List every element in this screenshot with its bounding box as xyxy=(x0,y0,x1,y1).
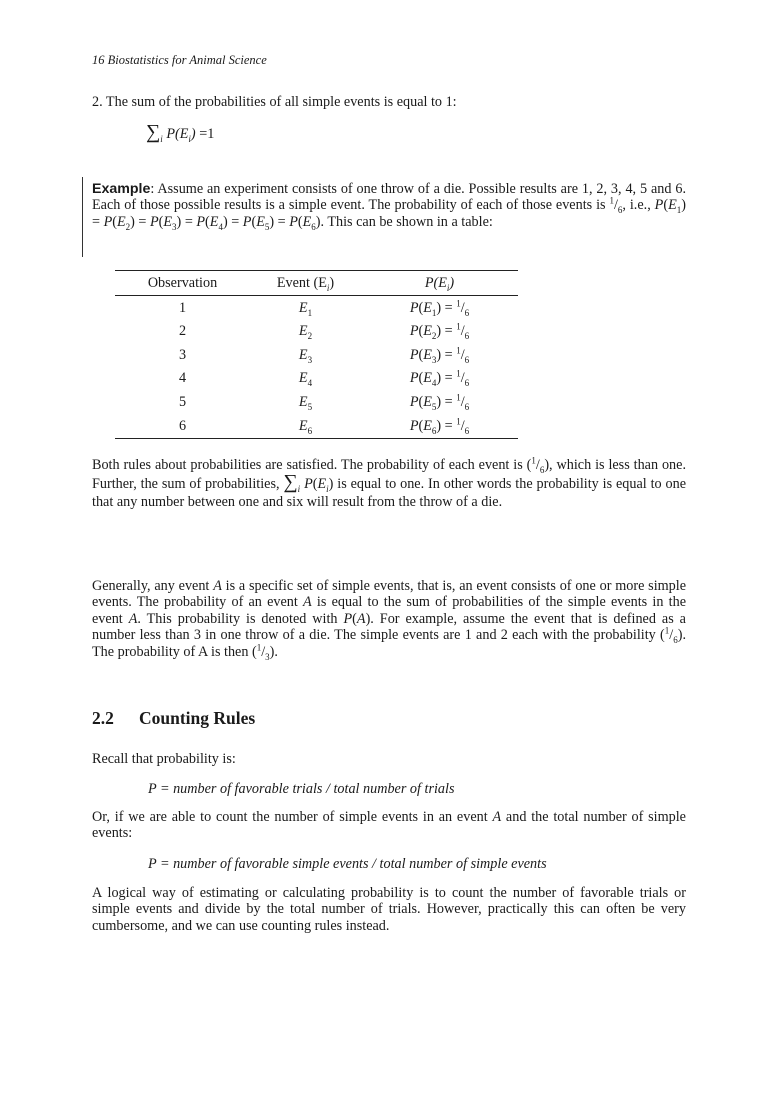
rules-satisfied-paragraph: Both rules about probabilities are satisfied. The probability of each event is $(^1/_6)$, which is less than one. Further, the sum of probabilities, $\sum_i$ $P(E_i)$ is equal to one. In other words the probability is equal to one that any number between one and six will result from the throw of a die. xyxy=(92,455,686,510)
table-row: 3 $E_3$ $P(E_3) = ^1/_6$ xyxy=(178,345,470,365)
or-paragraph: Or, if we are able to count the number of simple events in an event A and the total number of simple events: xyxy=(92,809,686,842)
running-header: 16 Biostatistics for Animal Science xyxy=(92,53,267,67)
section-number: 2.2 xyxy=(92,708,114,728)
section-heading xyxy=(92,710,255,726)
header-event: Event $(E_i)$ xyxy=(250,271,361,296)
table-row: 6 $E_6$ $P(E_6) = ^1/_6$ xyxy=(115,414,518,438)
table-row: 5 $E_5$ $P(E_5) = ^1/_6$ xyxy=(178,392,470,412)
formula-simple-events: P = number of favorable simple events / total number of simple events xyxy=(148,856,547,872)
table-row: 2 $E_2$ $P(E_2) = ^1/_6$ xyxy=(178,321,470,342)
probability-table xyxy=(115,270,518,439)
table-row: 1 $E_1$ $P(E_1) = ^1/_6$ xyxy=(178,297,470,318)
sum-formula: $\sum_i$ $P(E_i) =1$ xyxy=(146,121,215,144)
example-margin-bar xyxy=(82,177,83,257)
example-label: Example xyxy=(92,181,151,197)
counting-paragraph: A logical way of estimating or calculating probability is to count the number of favorable trials or simple events and divide by the total number of trials. However, practically this can often be very cumbersome, and we can use counting rules instead. xyxy=(92,885,686,934)
recall-text: Recall that probability is: xyxy=(92,751,236,767)
rule-2-text: 2. The sum of the probabilities of all simple events is equal to 1: xyxy=(92,94,457,110)
example-paragraph: Example: Assume an experiment consists of one throw of a die. Possible results are 1, 2, 3, 4, 5 and 6. Each of those possible results is a simple event. The probability of each of those events is $^1/_6$, i.e., $P(E_1) = P(E_2) = P(E_3) = P(E_4) = P(E_5) = P(E_6)$. This can be shown in a table: xyxy=(92,181,686,232)
header-probability: $P(E_i)$ xyxy=(361,271,518,296)
header-observation: Observation xyxy=(115,271,250,296)
general-event-paragraph: Generally, any event A is a specific set of simple events, that is, an event consists of one or more simple events. The probability of an event A is equal to the sum of probabilities of the simple events in the event A. This probability is denoted with P(A). For example, assume the event that is defined as a number less than 3 in one throw of a die. The simple events are 1 and 2 each with the probability $(^1/_6)$. The probability of A is then $(^1/_3)$. xyxy=(92,578,687,662)
formula-trials: P = number of favorable trials / total number of trials xyxy=(148,781,455,797)
table-row: 4 $E_4$ $P(E_4) = ^1/_6$ xyxy=(178,368,470,389)
section-title: Counting Rules xyxy=(139,708,256,728)
